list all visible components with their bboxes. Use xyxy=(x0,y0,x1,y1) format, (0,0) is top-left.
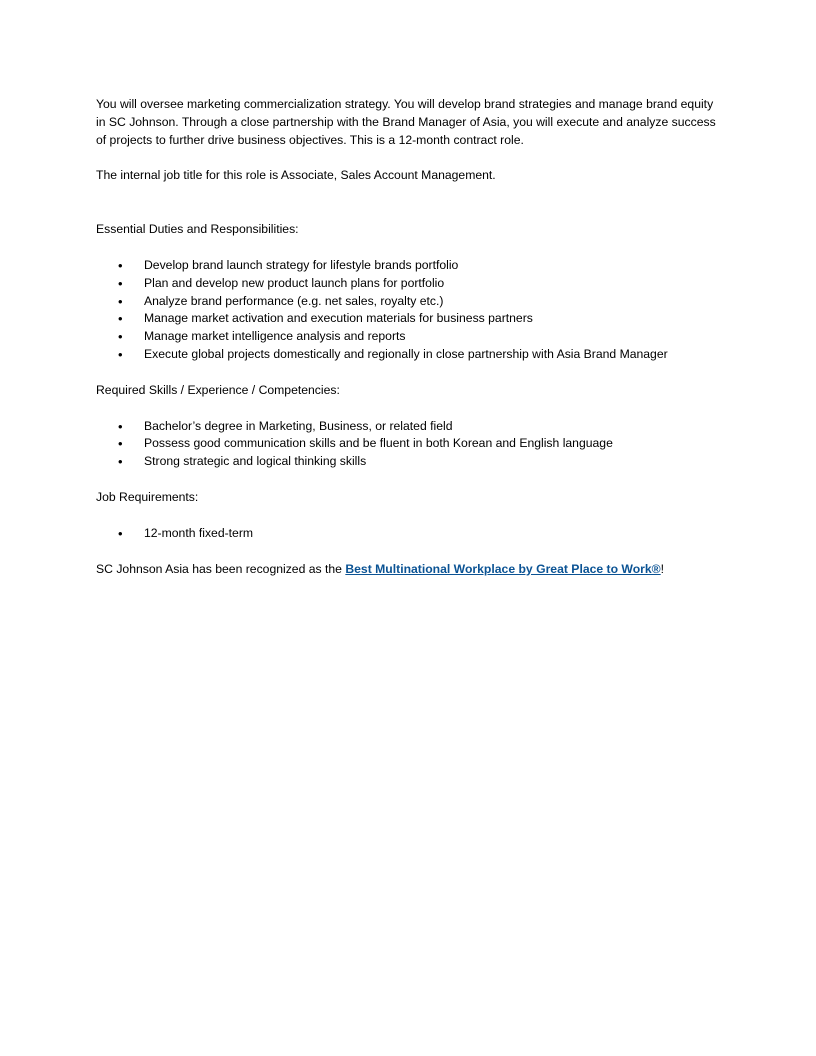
bullet-icon: • xyxy=(118,311,123,327)
list-item xyxy=(96,453,720,471)
bullet-icon: • xyxy=(118,525,123,541)
list-item-text: Bachelor’s degree in Marketing, Business, or related field xyxy=(144,418,453,433)
bullet-icon: • xyxy=(118,454,123,470)
skills-list xyxy=(96,418,720,471)
bullet-icon: • xyxy=(118,329,123,345)
document-page xyxy=(96,96,720,578)
list-item xyxy=(96,275,720,293)
bullet-icon: • xyxy=(118,257,123,273)
list-item-text: Manage market activation and execution materials for business partners xyxy=(144,311,533,326)
internal-title-note: The internal job title for this role is Associate, Sales Account Management. xyxy=(96,168,496,183)
list-item-text: Manage market intelligence analysis and reports xyxy=(144,329,406,344)
requirements-list xyxy=(96,525,720,543)
list-item xyxy=(96,257,720,275)
list-item xyxy=(96,418,720,436)
list-item-text: 12-month fixed-term xyxy=(144,525,254,540)
duties-list xyxy=(96,257,720,364)
skills-heading: Required Skills / Experience / Competencies: xyxy=(96,382,340,397)
bullet-icon: • xyxy=(118,346,123,362)
bullet-icon: • xyxy=(118,418,123,434)
intro-paragraph: You will oversee marketing commercialization strategy. You will develop brand strategies and manage brand equity in SC Johnson. Through a close partnership with the Brand Manager of Asia, you will execute and analyze success of projects to further drive business objectives. This is a 12-month contract role. xyxy=(96,97,716,147)
duties-heading: Essential Duties and Responsibilities: xyxy=(96,222,299,237)
list-item-text: Execute global projects domestically and regionally in close partnership with Asia Brand Manager xyxy=(144,346,668,361)
list-item xyxy=(96,435,720,453)
list-item-text: Develop brand launch strategy for lifestyle brands portfolio xyxy=(144,257,459,272)
list-item-text: Possess good communication skills and be fluent in both Korean and English language xyxy=(144,436,613,451)
list-item-text: Analyze brand performance (e.g. net sales, royalty etc.) xyxy=(144,293,444,308)
recognition-suffix: ! xyxy=(660,561,665,576)
great-place-to-work-link[interactable]: Best Multinational Workplace by Great Place to Work® xyxy=(345,561,661,576)
list-item xyxy=(96,525,720,543)
bullet-icon: • xyxy=(118,275,123,291)
list-item-text: Plan and develop new product launch plans for portfolio xyxy=(144,275,445,290)
requirements-heading: Job Requirements: xyxy=(96,489,199,504)
recognition-paragraph xyxy=(96,561,720,579)
bullet-icon: • xyxy=(118,436,123,452)
list-item xyxy=(96,310,720,328)
list-item xyxy=(96,346,720,364)
list-item xyxy=(96,293,720,311)
list-item-text: Strong strategic and logical thinking skills xyxy=(144,454,367,469)
bullet-icon: • xyxy=(118,293,123,309)
list-item xyxy=(96,328,720,346)
recognition-prefix: SC Johnson Asia has been recognized as the xyxy=(96,561,346,576)
